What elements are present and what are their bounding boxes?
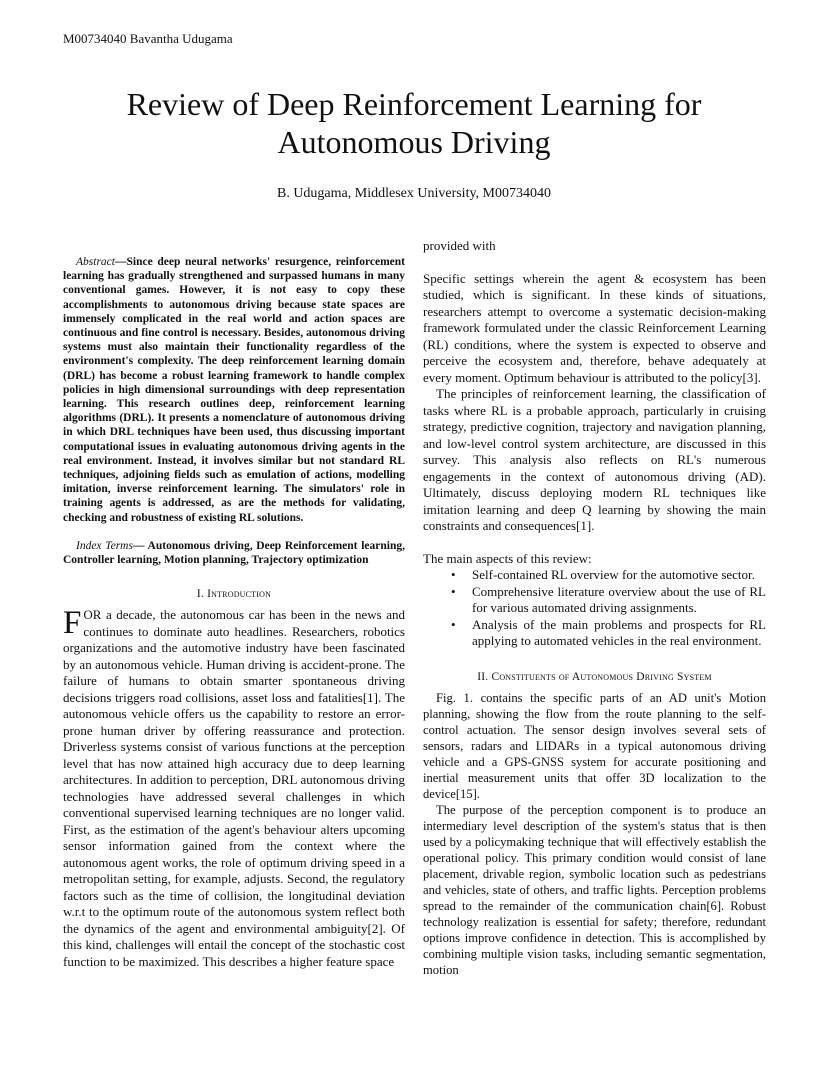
section-heading-constituents: II. Constituents of Autonomous Driving System	[477, 670, 712, 683]
intro-paragraph-3: The principles of reinforcement learning, the classification of tasks where RL is a probable approach, particularly in cruising strategy, predictive cognition, trajectory and navigation planning, and low-level control system architecture, are discussed in this survey. This analysis also reflects on RL's numerous engagements in the context of autonomous driving (AD). Ultimately, discuss deploying modern RL techniques like imitation learning and deep Q learning by showing the main constraints and consequences[1].	[423, 386, 766, 533]
abstract	[63, 255, 405, 525]
abstract-text: Since deep neural networks' resurgence, reinforcement learning has gradually strengthened and surpassed humans in many conventional games. However, it is not easy to copy these accomplishments to autonomous driving because state spaces are immensely complicated in the real world and action spaces are continuous and fine control is necessary. Besides, autonomous driving systems must also maintain their functionality regardless of the environment's complexity. The deep reinforcement learning domain (DRL) has become a robust learning framework to handle complex policies in high dimensional surroundings with deep representation learning. This research outlines deep, reinforcement learning algorithms (DRL). It presents a nomenclature of autonomous driving in which DRL techniques have been used, thus discussing important computational issues in evaluating autonomous driving agents in the real environment. Instead, it involves similar but not standard RL techniques, adjoining fields such as emulation of actions, modelling imitation, inverse reinforcement learning. The simulators' role in training agents is addressed, as are the methods for validating, checking and robustness of existing RL solutions.	[63, 256, 405, 524]
abstract-lead: Abstract	[76, 256, 115, 268]
aspects-list	[423, 567, 766, 650]
left-column	[63, 238, 405, 970]
aspects-intro: The main aspects of this review:	[423, 550, 592, 566]
section-2-body	[423, 690, 766, 978]
index-terms-text: Autonomous driving, Deep Reinforcement learning, Controller learning, Motion planning, Trajectory optimization	[63, 539, 405, 567]
title-line-1: Review of Deep Reinforcement Learning for	[126, 86, 702, 122]
abstract-dash: —	[114, 256, 127, 268]
author-line: B. Udugama, Middlesex University, M00734040	[276, 186, 551, 201]
intro-paragraph-2: Specific settings wherein the agent & ecosystem has been studied, which is significant. In these kinds of situations, researchers attempt to overcome a systematic decision-making framework formulated under the classic Reinforcement Learning (RL) conditions, where the system is expected to observe and perceive the ecosystem and, therefore, behave adequately at every moment. Optimum behaviour is attributed to the policy[3].	[423, 270, 766, 385]
list-item: • Self-contained RL overview for the automotive sector.	[472, 567, 766, 584]
list-item: • Analysis of the main problems and prospects for RL applying to automated vehicles in the real environment.	[472, 617, 766, 650]
index-terms	[63, 539, 405, 567]
header-author-id: M00734040 Bavantha Udugama	[63, 31, 233, 46]
right-column	[423, 238, 766, 978]
list-item: • Comprehensive literature overview about the use of RL for various automated driving assignments.	[472, 584, 766, 617]
title-line-2: Autonomous Driving	[277, 124, 551, 160]
index-terms-dash: —	[132, 539, 145, 552]
intro-paragraph-1: FOR a decade, the autonomous car has been in the news and continues to dominate auto headlines. Researchers, robotics organizations and the automotive industry have been fascinated by an autonomous vehicle. Human driving is accident-prone. The failure of humans to obtain smarter spontaneous driving decisions triggers road collisions, asset loss and fatalities[1]. The autonomous vehicle offers us the capability to restore an error-prone human driver by offering reassurance and protection. Driverless systems consist of various functions at the perception level that has now attained high accuracy due to deep learning architectures. In addition to perception, DRL autonomous driving technologies have addressed several challenges in which conventional supervised learning techniques are no longer valid. First, as the estimation of the agent's behaviour alters upcoming sensor information gained from the context where the autonomous agent works, the role of optimum driving speed in a metropolitan setting, for example, adjusts. Second, the regulatory factors such as the time of collision, the longitudinal deviation w.r.t to the optimum route of the autonomous system reflect both the dynamics of the agent and environmental ambiguity[2]. Of this kind, challenges will entail the concept of the stochastic cost function to be maximized. This describes a higher feature space	[63, 605, 405, 969]
intro-paragraph-1-continued: provided with	[423, 238, 496, 253]
paper-title	[40, 85, 788, 161]
section-2-paragraph-2: The purpose of the perception component is to produce an intermediary level description of the system's status that is then used by a policymaking technique that will effectively establish the operational policy. This primary condition would consist of lane placement, drivable region, symbolic location such as pedestrians and vehicles, state of others, and traffic lights. Perception problems spread to the remainder of the communication chain[6]. Robust technology realization is essential for safety; therefore, redundant options improve confidence in detection. This is accomplished by combining multiple vision tasks, including semantic segmentation, motion	[423, 802, 766, 977]
section-2-paragraph-1: Fig. 1. contains the specific parts of an AD unit's Motion planning, showing the flow from the route planning to the self-control actuation. The sensor design involves several sets of sensors, radars and LIDARs in a typical autonomous driving vehicle and a GPS-GNSS system for accurate positioning and inertial measurement units that offer 3D localization to the device[15].	[423, 690, 766, 801]
index-terms-lead: Index Terms	[76, 539, 133, 552]
section-heading-introduction: I. Introduction	[196, 588, 272, 601]
